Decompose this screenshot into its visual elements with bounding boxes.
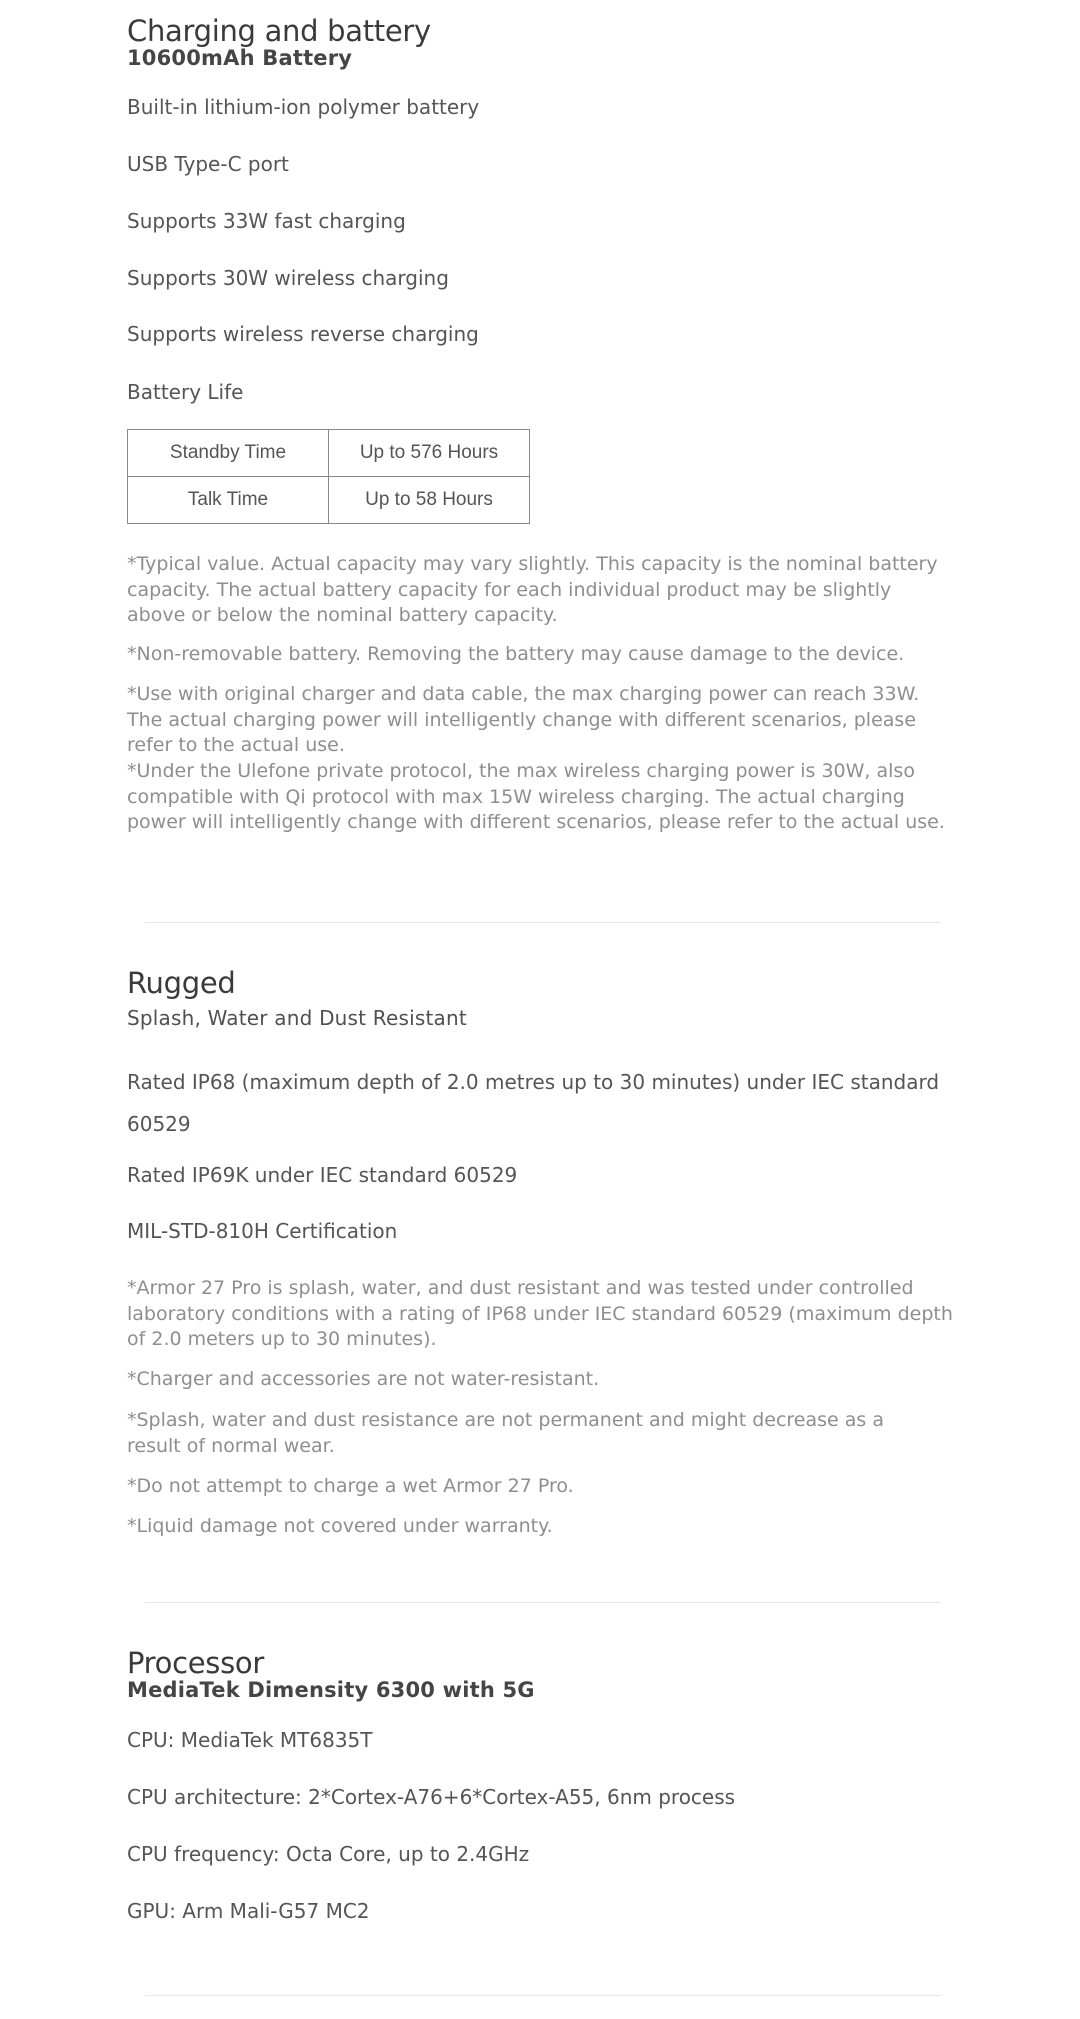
footnote: *Armor 27 Pro is splash, water, and dust resistant and was tested under controlled laboratory conditions with a rating of IP68 under IEC standard 60529 (maximum depth of 2.0 meters up to 30 minutes). <box>127 1277 953 1350</box>
rugged-title: Rugged <box>127 966 236 1000</box>
spec-item: Supports 33W fast charging <box>127 209 406 233</box>
footnote: *Do not attempt to charge a wet Armor 27 Pro. <box>127 1475 574 1497</box>
table-cell: Up to 576 Hours <box>329 430 530 477</box>
battery-life-table <box>127 429 530 524</box>
charging-title: Charging and battery <box>127 14 431 48</box>
spec-item: CPU: MediaTek MT6835T <box>127 1728 373 1752</box>
section-divider <box>145 922 941 923</box>
footnote: *Typical value. Actual capacity may vary slightly. This capacity is the nominal battery capacity. The actual battery capacity for each individual product may be slightly above or below the nominal battery capacity. <box>127 553 938 626</box>
spec-item: CPU frequency: Octa Core, up to 2.4GHz <box>127 1842 530 1866</box>
charging-subtitle: 10600mAh Battery <box>127 46 353 70</box>
rugged-subtitle: Splash, Water and Dust Resistant <box>127 1006 467 1030</box>
footnote: *Splash, water and dust resistance are not permanent and might decrease as a result of normal wear. <box>127 1409 884 1457</box>
spec-item: Rated IP68 (maximum depth of 2.0 metres up to 30 minutes) under IEC standard 60529 <box>127 1070 940 1136</box>
battery-life-label: Battery Life <box>127 380 244 404</box>
table-row <box>128 430 530 477</box>
processor-subtitle: MediaTek Dimensity 6300 with 5G <box>127 1678 535 1702</box>
footnote: *Liquid damage not covered under warranty. <box>127 1515 553 1537</box>
processor-title: Processor <box>127 1646 264 1680</box>
footnote: *Charger and accessories are not water-resistant. <box>127 1368 600 1390</box>
footnote: *Use with original charger and data cable, the max charging power can reach 33W. The actual charging power will intelligently change with different scenarios, please refer to the actual use. <box>127 683 920 756</box>
footnote: *Non-removable battery. Removing the battery may cause damage to the device. <box>127 643 905 665</box>
spec-item: USB Type-C port <box>127 152 289 176</box>
spec-item: CPU architecture: 2*Cortex-A76+6*Cortex-A55, 6nm process <box>127 1785 736 1809</box>
table-cell: Talk Time <box>128 477 329 524</box>
spec-item: GPU: Arm Mali-G57 MC2 <box>127 1899 370 1923</box>
section-divider <box>145 1602 941 1603</box>
spec-item: Supports wireless reverse charging <box>127 322 479 346</box>
footnote: *Under the Ulefone private protocol, the max wireless charging power is 30W, also compatible with Qi protocol with max 15W wireless charging. The actual charging power will intelligently change with different scenarios, please refer to the actual use. <box>127 760 945 833</box>
spec-item: MIL-STD-810H Certification <box>127 1219 398 1243</box>
spec-item: Supports 30W wireless charging <box>127 266 449 290</box>
table-cell: Up to 58 Hours <box>329 477 530 524</box>
spec-item: Built-in lithium-ion polymer battery <box>127 95 480 119</box>
section-divider <box>145 1995 941 1996</box>
table-row <box>128 477 530 524</box>
table-cell: Standby Time <box>128 430 329 477</box>
spec-item: Rated IP69K under IEC standard 60529 <box>127 1163 518 1187</box>
